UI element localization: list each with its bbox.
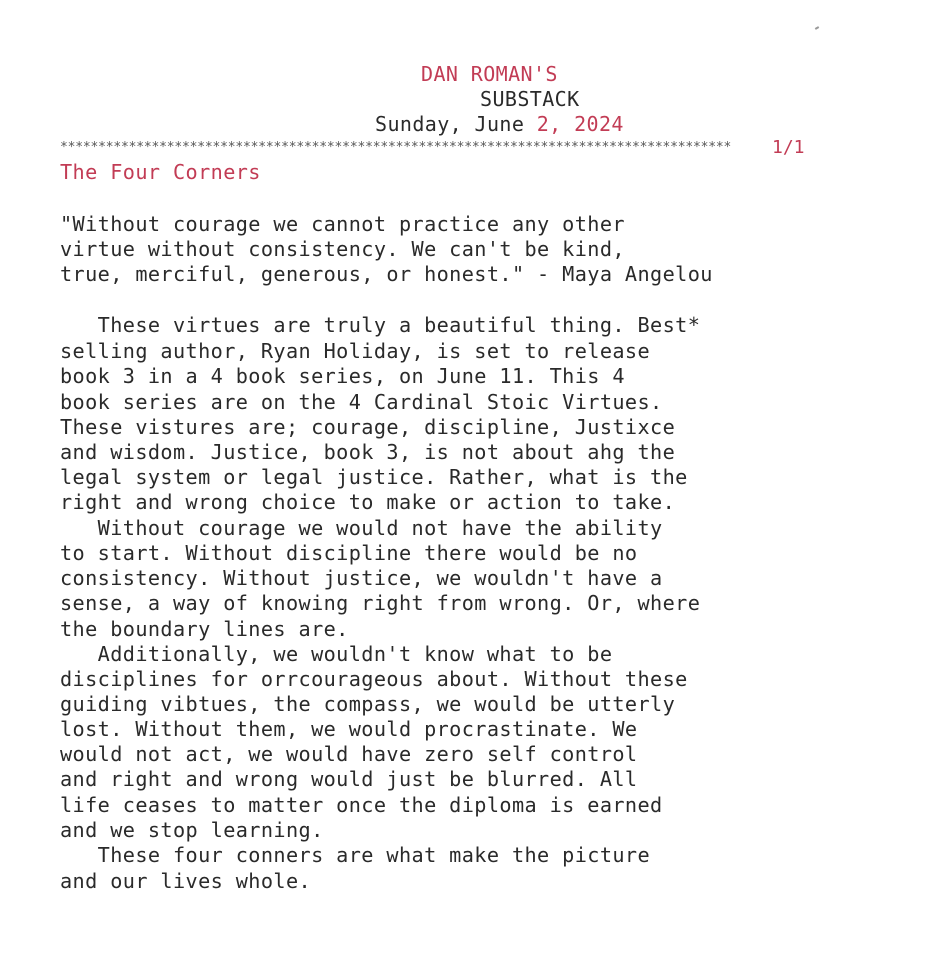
header-date <box>375 112 624 136</box>
header-date-prefix: Sunday, June <box>375 112 537 136</box>
paragraph4-line: and our lives whole. <box>60 869 312 893</box>
paragraph3-line: and we stop learning. <box>60 818 324 842</box>
paragraph4-line: These four conners are what make the picture <box>60 843 651 867</box>
quote-line: true, merciful, generous, or honest." - Maya Angelou <box>60 262 713 286</box>
paragraph2-line: sense, a way of knowing right from wrong. Or, where <box>60 591 701 615</box>
paragraph1-line: These vistures are; courage, discipline, Justixce <box>60 415 676 439</box>
quote-line: virtue without consistency. We can't be kind, <box>60 237 625 261</box>
paragraph2-line: the boundary lines are. <box>60 617 349 641</box>
paragraph2-line: consistency. Without justice, we wouldn't have a <box>60 566 663 590</box>
paragraph3-line: life ceases to matter once the diploma is earned <box>60 793 663 817</box>
paragraph1-line: legal system or legal justice. Rather, what is the <box>60 465 688 489</box>
header-date-day: 2, <box>536 112 562 136</box>
paragraph1-line: book 3 in a 4 book series, on June 11. This 4 <box>60 364 625 388</box>
paragraph3-line: disciplines for orrcourageous about. Without these <box>60 667 688 691</box>
paragraph3-line: would not act, we would have zero self control <box>60 742 638 766</box>
quote-line: "Without courage we cannot practice any other <box>60 212 625 236</box>
paragraph3-line: Additionally, we wouldn't know what to be <box>60 642 613 666</box>
header-publication: SUBSTACK <box>480 87 580 111</box>
paragraph3-line: and right and wrong would just be blurred. All <box>60 767 638 791</box>
paragraph3-line: guiding vibtues, the compass, we would be utterly <box>60 692 676 716</box>
header-date-year: 2024 <box>574 112 624 136</box>
header-author: DAN ROMAN'S <box>421 62 558 86</box>
paragraph1-line: These virtues are truly a beautiful thing. Best* <box>60 313 701 337</box>
paragraph1-line: and wisdom. Justice, book 3, is not about ahg the <box>60 440 676 464</box>
paragraph3-line: lost. Without them, we would procrastinate. We <box>60 717 638 741</box>
article-title: The Four Corners <box>60 160 261 184</box>
paragraph2-line: Without courage we would not have the ability <box>60 516 663 540</box>
paragraph1-line: book series are on the 4 Cardinal Stoic Virtues. <box>60 390 663 414</box>
paragraph1-line: selling author, Ryan Holiday, is set to release <box>60 339 651 363</box>
stray-mark <box>815 26 819 30</box>
page-number: 1/1 <box>772 137 805 158</box>
paragraph2-line: to start. Without discipline there would be no <box>60 541 638 565</box>
star-divider: **************************************************************************************** <box>60 140 732 155</box>
paragraph1-line: right and wrong choice to make or action to take. <box>60 490 676 514</box>
